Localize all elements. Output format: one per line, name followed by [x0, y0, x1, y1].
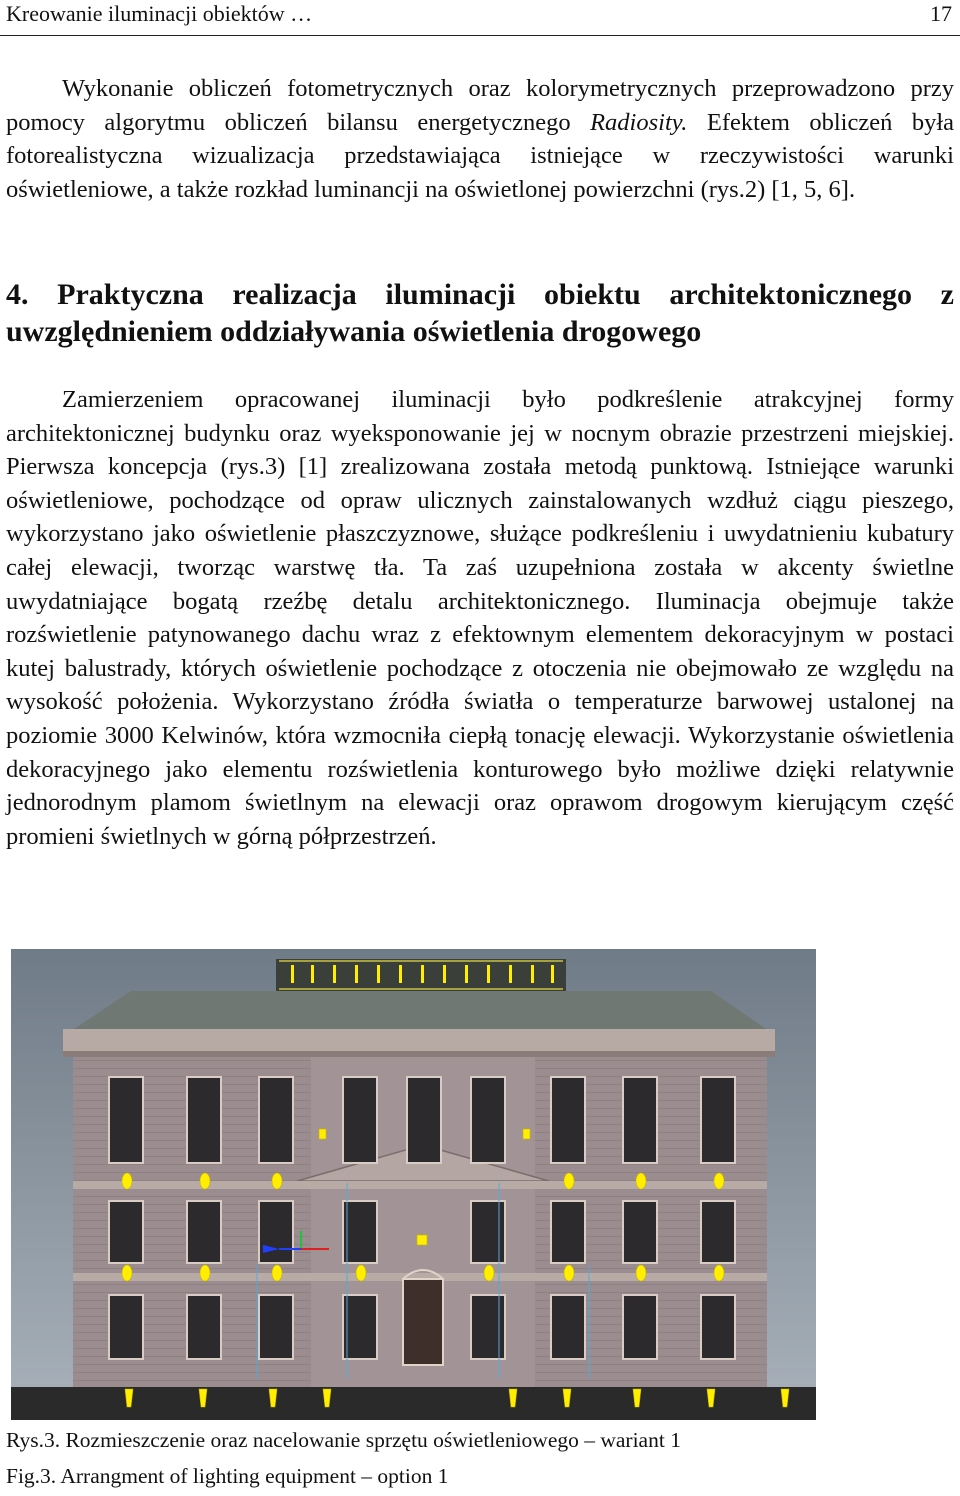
paragraph-text: Wykonanie obliczeń fotometrycznych oraz kolorymetrycznych przeprowadzono przy pomocy algorytmu obliczeń bilansu energetycznego — [6, 75, 954, 136]
page-number: 17 — [930, 1, 952, 26]
figure-caption-polish: Rys.3. Rozmieszczenie oraz nacelowanie sprzętu oświetleniowego – wariant 1 — [6, 1428, 681, 1452]
running-title: Kreowanie iluminacji obiektów … — [6, 1, 313, 26]
section-heading: 4. Praktyczna realizacja iluminacji obiektu architektonicznego z uwzględnieniem oddziaływania oświetlenia drogowego — [6, 278, 954, 348]
roof — [71, 991, 769, 1031]
entrance-door — [403, 1279, 443, 1365]
paragraph-text-continued: Efektem obliczeń była fotorealistyczna wizualizacja przedstawiająca istniejące w rzeczywistości warunki oświetleniowe, a także rozkład luminancji na oświetlonej powierzchni (rys.2) [1, 5, 6]. — [6, 108, 955, 203]
building-facade-lighting-illustration — [11, 949, 816, 1420]
figure-building-illustration — [11, 949, 816, 1420]
intro-paragraph — [6, 72, 954, 206]
figure-caption-english: Fig.3. Arrangment of lighting equipment – option 1 — [6, 1464, 449, 1488]
method-name: Radiosity. — [590, 108, 688, 136]
body-paragraph: Zamierzeniem opracowanej iluminacji było podkreślenie atrakcyjnej formy architektonicznej budynku oraz wyeksponowanie jej w nocnym obrazie przestrzeni miejskiej. Pierwsza koncepcja (rys.3) [1] zrealizowana została metodą punktową. Istniejące warunki oświetleniowe, pochodzące od opraw ulicznych zainstalowanych wzdłuż ciągu pieszego, wykorzystano jako oświetlenie płaszczyznowe, służące podkreśleniu i uwydatnieniu kubatury całej elewacji, tworząc warstwę tła. Ta zaś uzupełniona została w akcenty świetlne uwydatniające bogatą rzeźbę detalu architektonicznego. Iluminacja obejmuje także rozświetlenie patynowanego dachu wraz z efektownym elementem dekoracyjnym w postaci kutej balustrady, których oświetlenie pochodzące z otoczenia nie obejmowało ze względu na wysokość położenia. Wykorzystano źródła światła o temperaturze barwowej ustalonej na poziomie 3000 Kelwinów, która wzmocniła ciepłą tonację elewacji. Wykorzystanie oświetlenia dekoracyjnego jako elementu rozświetlenia konturowego było możliwe dzięki relatywnie jednorodnym plamom świetlnym na elewacji oraz oprawom drogowym kierującym część promieni świetlnych w górną półprzestrzeń. — [6, 386, 954, 850]
page-header — [0, 0, 960, 36]
